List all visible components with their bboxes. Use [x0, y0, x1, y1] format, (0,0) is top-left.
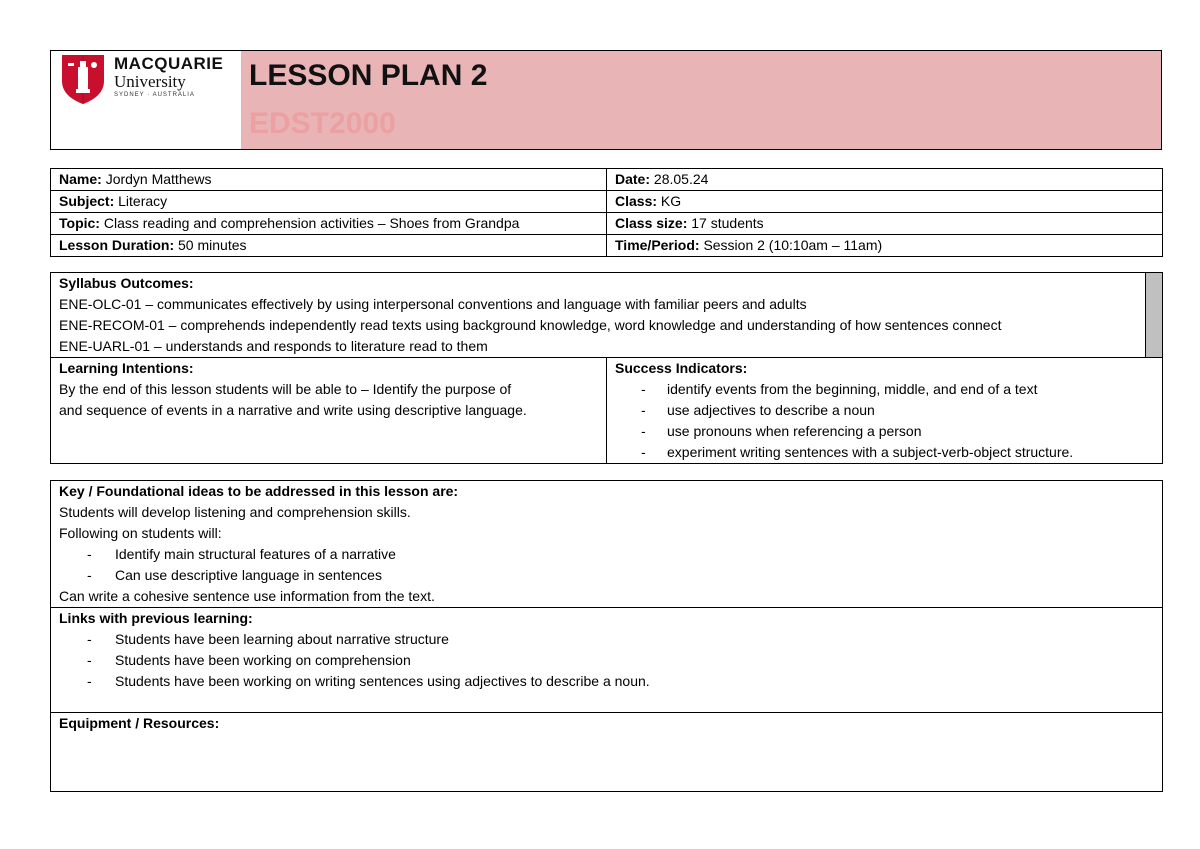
duration-cell [51, 235, 607, 257]
name-label: Name: [59, 171, 102, 187]
time-cell [607, 235, 1163, 257]
list-item: - use pronouns when referencing a person [641, 423, 922, 439]
course-code: EDST2000 [249, 107, 396, 140]
learning-line: and sequence of events in a narrative and write using descriptive language. [59, 402, 527, 418]
class-size-cell [607, 213, 1163, 235]
duration-label: Lesson Duration: [59, 237, 175, 253]
time-label: Time/Period: [615, 237, 700, 253]
table-row [51, 213, 1163, 235]
class-size-label: Class size: [615, 215, 688, 231]
topic-value: Class reading and comprehension activities – Shoes from Grandpa [103, 215, 520, 231]
key-ideas-cell [51, 481, 1163, 608]
syllabus-outcome: ENE-RECOM-01 – comprehends independently read texts using background knowledge, word knowledge and understanding of how sentences connect [59, 317, 1002, 333]
key-heading: Key / Foundational ideas to be addressed in this lesson are: [59, 483, 459, 499]
equipment-cell [51, 713, 1163, 792]
syllabus-outcome: ENE-UARL-01 – understands and responds to literature read to them [59, 338, 488, 354]
key-line: Following on students will: [59, 525, 222, 541]
learning-intentions-cell [51, 358, 607, 464]
key-line: Students will develop listening and comprehension skills. [59, 504, 411, 520]
list-item: - Students have been learning about narrative structure [87, 631, 449, 647]
table-row [51, 169, 1163, 191]
class-label: Class: [615, 193, 658, 209]
lesson-title: LESSON PLAN 2 [249, 59, 488, 92]
class-size-value: 17 students [691, 215, 764, 231]
links-cell [51, 608, 1163, 713]
list-item: - Can use descriptive language in sentences [87, 567, 382, 583]
topic-label: Topic: [59, 215, 100, 231]
name-value: Jordyn Matthews [105, 171, 212, 187]
logo-cell [51, 51, 242, 149]
learning-line: By the end of this lesson students will be able to – Identify the purpose of [59, 381, 512, 397]
equipment-row [51, 713, 1163, 792]
list-item: - Identify main structural features of a narrative [87, 546, 396, 562]
table-row [51, 235, 1163, 257]
lesson-header [50, 50, 1162, 150]
subject-label: Subject: [59, 193, 115, 209]
date-label: Date: [615, 171, 651, 187]
list-item: - Students have been working on comprehension [87, 652, 411, 668]
logo-wordmark-2: University [114, 72, 186, 91]
equipment-heading: Equipment / Resources: [59, 715, 220, 731]
subject-value: Literacy [118, 193, 168, 209]
list-item: - identify events from the beginning, middle, and end of a text [641, 381, 1038, 397]
list-item: - experiment writing sentences with a subject-verb-object structure. [641, 444, 1074, 460]
syllabus-row [51, 273, 1163, 358]
success-indicators-cell [607, 358, 1163, 464]
logo-wordmark-3: SYDNEY · AUSTRALIA [114, 92, 195, 98]
macquarie-shield-icon [60, 53, 106, 105]
success-heading: Success Indicators: [615, 360, 748, 376]
duration-value: 50 minutes [178, 237, 247, 253]
date-cell [607, 169, 1163, 191]
planning-table [50, 480, 1163, 792]
class-cell [607, 191, 1163, 213]
syllabus-outcome: ENE-OLC-01 – communicates effectively by using interpersonal conventions and language with familiar peers and adults [59, 296, 807, 312]
links-row [51, 608, 1163, 713]
key-ideas-row [51, 481, 1163, 608]
name-cell [51, 169, 607, 191]
key-line: Can write a cohesive sentence use information from the text. [59, 588, 435, 604]
links-heading: Links with previous learning: [59, 610, 253, 626]
title-cell [241, 51, 1161, 149]
table-row [51, 191, 1163, 213]
outcomes-table [50, 272, 1163, 464]
learning-heading: Learning Intentions: [59, 360, 194, 376]
intentions-row [51, 358, 1163, 464]
topic-cell [51, 213, 607, 235]
scrollbar[interactable] [1145, 273, 1162, 357]
time-value: Session 2 (10:10am – 11am) [703, 237, 883, 253]
class-value: KG [660, 193, 682, 209]
syllabus-heading: Syllabus Outcomes: [59, 275, 194, 291]
date-value: 28.05.24 [653, 171, 709, 187]
subject-cell [51, 191, 607, 213]
lesson-info-table [50, 168, 1163, 257]
logo-wordmark-1: MACQUARIE [114, 54, 224, 73]
list-item: - use adjectives to describe a noun [641, 402, 875, 418]
syllabus-cell [51, 273, 1163, 358]
list-item: - Students have been working on writing sentences using adjectives to describe a noun. [87, 673, 650, 689]
